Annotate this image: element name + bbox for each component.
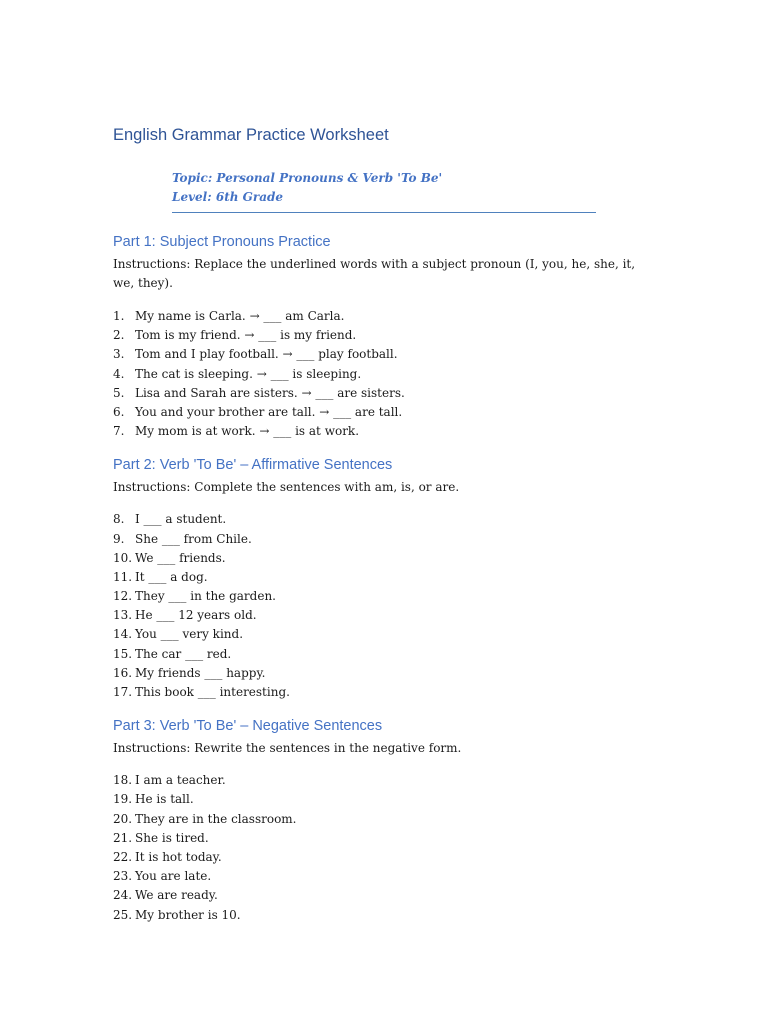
question-number: 1. [113, 309, 125, 323]
question-number: 4. [113, 366, 125, 381]
question-item [113, 606, 643, 625]
question-text: He ___ 12 years old. [135, 608, 257, 623]
question-item [113, 530, 643, 549]
question-item [113, 886, 643, 905]
question-text: The cat is sleeping. → ___ is sleeping. [135, 366, 362, 381]
question-text: She is tired. [135, 830, 209, 845]
question-item [113, 549, 643, 568]
question-item [113, 867, 643, 886]
question-item [113, 645, 643, 664]
question-item [113, 848, 643, 867]
question-number: 24. [113, 888, 133, 903]
question-item [113, 422, 643, 441]
question-number: 12. [113, 589, 133, 604]
question-item [113, 587, 643, 606]
question-number: 13. [113, 608, 133, 623]
part-1-section [113, 232, 643, 441]
question-number: 21. [113, 830, 133, 845]
question-text: It ___ a dog. [135, 569, 208, 584]
question-number: 19. [113, 792, 133, 807]
part-1-question-list [113, 307, 643, 441]
part-1-heading: Part 1: Subject Pronouns Practice [113, 234, 331, 250]
question-text: You and your brother are tall. → ___ are tall. [135, 404, 403, 419]
question-number: 3. [113, 347, 125, 362]
part-2-section [113, 455, 643, 702]
question-number: 20. [113, 811, 133, 826]
question-number: 18. [113, 773, 133, 788]
question-number: 14. [113, 627, 133, 642]
worksheet-content [113, 124, 643, 925]
part-2-instructions: Instructions: Complete the sentences with am, is, or are. [113, 480, 460, 495]
question-number: 22. [113, 849, 133, 864]
topic-block [172, 169, 596, 213]
question-text: Lisa and Sarah are sisters. → ___ are sisters. [135, 385, 405, 400]
question-item [113, 326, 643, 345]
question-text: Tom and I play football. → ___ play football. [135, 347, 398, 362]
part-3-question-list [113, 771, 643, 925]
question-item [113, 510, 643, 529]
question-text: The car ___ red. [135, 646, 232, 661]
document-title: English Grammar Practice Worksheet [113, 126, 389, 144]
question-item [113, 790, 643, 809]
question-number: 9. [113, 531, 125, 546]
question-number: 16. [113, 665, 133, 680]
question-item [113, 403, 643, 422]
question-text: You ___ very kind. [135, 627, 244, 642]
question-text: Tom is my friend. → ___ is my friend. [135, 328, 357, 343]
question-text: I am a teacher. [135, 773, 226, 788]
question-text: I ___ a student. [135, 512, 227, 527]
question-number: 25. [113, 907, 133, 922]
question-text: My name is Carla. → ___ am Carla. [135, 309, 345, 323]
question-number: 5. [113, 385, 125, 400]
question-text: My mom is at work. → ___ is at work. [135, 424, 360, 439]
question-text: They ___ in the garden. [135, 589, 276, 604]
question-item [113, 625, 643, 644]
question-number: 7. [113, 424, 125, 439]
question-number: 17. [113, 685, 133, 699]
question-number: 23. [113, 869, 133, 884]
question-number: 8. [113, 512, 125, 527]
question-text: You are late. [135, 869, 212, 884]
question-text: We ___ friends. [135, 550, 226, 565]
question-item [113, 384, 643, 403]
question-item [113, 810, 643, 829]
question-text: We are ready. [135, 888, 218, 903]
question-item [113, 771, 643, 790]
question-text: It is hot today. [135, 849, 222, 864]
question-text: This book ___ interesting. [135, 685, 290, 699]
question-item [113, 568, 643, 587]
question-number: 15. [113, 646, 133, 661]
question-item [113, 345, 643, 364]
question-item [113, 683, 643, 702]
part-3-heading: Part 3: Verb 'To Be' – Negative Sentences [113, 718, 383, 735]
question-number: 10. [113, 550, 133, 565]
topic-line: Topic: Personal Pronouns & Verb 'To Be' [172, 171, 443, 185]
part-3-section [113, 716, 643, 925]
level-line: Level: 6th Grade [172, 190, 284, 204]
question-item [113, 307, 643, 326]
question-item [113, 664, 643, 683]
question-text: My brother is 10. [135, 907, 241, 922]
question-text: They are in the classroom. [135, 811, 297, 826]
question-number: 2. [113, 328, 125, 343]
question-text: She ___ from Chile. [135, 531, 252, 546]
part-2-question-list [113, 510, 643, 702]
question-item [113, 365, 643, 384]
question-number: 6. [113, 404, 125, 419]
part-2-heading: Part 2: Verb 'To Be' – Affirmative Sentences [113, 457, 393, 474]
question-item [113, 906, 643, 925]
question-number: 11. [113, 569, 133, 584]
question-item [113, 829, 643, 848]
question-text: My friends ___ happy. [135, 665, 266, 680]
question-text: He is tall. [135, 792, 194, 807]
part-1-instructions: Instructions: Replace the underlined words with a subject pronoun (I, you, he, she, it, we, they). [113, 257, 636, 290]
part-3-instructions: Instructions: Rewrite the sentences in the negative form. [113, 741, 462, 756]
